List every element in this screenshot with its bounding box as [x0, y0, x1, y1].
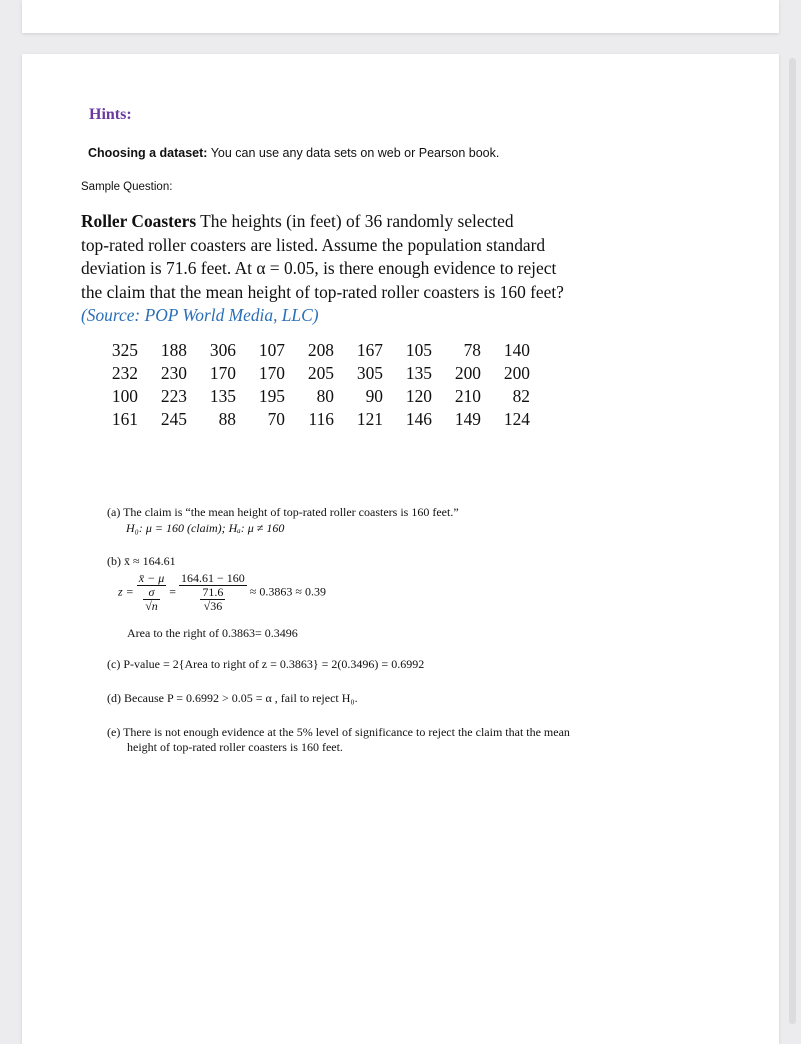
previous-page	[22, 0, 779, 33]
data-cell: 200	[454, 363, 481, 383]
data-cell: 325	[111, 340, 138, 360]
data-cell: 208	[307, 340, 334, 360]
z-formula-numerator: x̄ − μ	[138, 571, 165, 585]
data-cell: 90	[365, 386, 383, 406]
sigma-over-root-n	[143, 586, 160, 613]
data-cell: 82	[512, 386, 530, 406]
question-line-4: the claim that the mean height of top-rated roller coasters is 160 feet?	[81, 281, 564, 302]
data-cell: 232	[111, 363, 138, 383]
data-cell: 121	[356, 409, 383, 429]
question-heading: Roller Coasters	[81, 211, 197, 231]
data-cell: 107	[258, 340, 285, 360]
question-source: (Source: POP World Media, LLC)	[81, 305, 319, 325]
data-cell: 195	[258, 386, 285, 406]
sigma-value-over-root-36	[200, 586, 225, 613]
equals-sign: =	[169, 584, 177, 599]
z-result: ≈ 0.3863 ≈ 0.39	[249, 584, 326, 599]
z-formula-denominator	[137, 586, 166, 613]
data-cell: 200	[503, 363, 530, 383]
z-value-denominator	[179, 586, 247, 613]
data-row	[105, 363, 530, 386]
data-cell: 210	[454, 386, 481, 406]
data-cell: 88	[218, 409, 236, 429]
document-page	[22, 54, 779, 1044]
question-line-1: The heights (in feet) of 36 randomly selected	[196, 211, 514, 231]
z-label: z =	[118, 584, 134, 599]
answer-b-area: Area to the right of 0.3863= 0.3496	[127, 626, 298, 640]
data-cell: 167	[356, 340, 383, 360]
question-line-3: deviation is 71.6 feet. At α = 0.05, is there enough evidence to reject	[81, 258, 557, 278]
data-cell: 146	[405, 409, 432, 429]
answer-c: (c) P-value = 2{Area to right of z = 0.3863} = 2(0.3496) = 0.6992	[107, 657, 425, 671]
data-cell: 135	[209, 386, 236, 406]
z-value-numerator: 164.61 − 160	[181, 571, 245, 585]
choosing-dataset-text: You can use any data sets on web or Pearson book.	[207, 146, 500, 160]
sample-question-label: Sample Question:	[81, 181, 173, 193]
data-cell: 306	[209, 340, 236, 360]
data-row	[105, 409, 530, 432]
data-cell: 305	[356, 363, 383, 383]
data-cell: 230	[160, 363, 187, 383]
answer-e-line-1: (e) There is not enough evidence at the 5% level of significance to reject the claim that the mean	[107, 725, 570, 739]
data-cell: 223	[160, 386, 187, 406]
data-cell: 105	[405, 340, 432, 360]
data-cell: 170	[258, 363, 285, 383]
scrollbar[interactable]	[789, 58, 796, 1024]
answer-a-line-1: (a) The claim is “the mean height of top-rated roller coasters is 160 feet.”	[107, 505, 459, 519]
answer-e-line-2: height of top-rated roller coasters is 160 feet.	[127, 740, 343, 754]
question-paragraph	[81, 210, 681, 328]
answer-b-mean: (b) x̄ ≈ 164.61	[107, 554, 176, 568]
data-cell: 140	[503, 340, 530, 360]
z-formula	[118, 572, 326, 613]
data-cell: 170	[209, 363, 236, 383]
answer-d: (d) Because P = 0.6992 > 0.05 = α , fail to reject H₀.	[107, 691, 358, 705]
sigma: σ	[143, 586, 160, 600]
data-cell: 188	[160, 340, 187, 360]
z-formula-fraction	[137, 572, 166, 613]
choosing-dataset-label: Choosing a dataset:	[88, 146, 208, 160]
data-cell: 100	[111, 386, 138, 406]
data-cell: 78	[463, 340, 481, 360]
answer-a-hypotheses: H₀: μ = 160 (claim); Hₐ: μ ≠ 160	[126, 521, 285, 535]
data-cell: 135	[405, 363, 432, 383]
data-cell: 149	[454, 409, 481, 429]
root-n: √n	[145, 599, 158, 613]
data-cell: 205	[307, 363, 334, 383]
data-cell: 116	[308, 409, 334, 429]
data-row	[105, 386, 530, 409]
question-line-2: top-rated roller coasters are listed. Assume the population standard	[81, 234, 546, 255]
data-cell: 80	[316, 386, 334, 406]
sigma-value: 71.6	[202, 585, 224, 599]
data-row	[105, 340, 530, 363]
data-table	[105, 340, 530, 432]
hints-heading: Hints:	[89, 106, 132, 123]
z-value-fraction	[179, 572, 247, 613]
data-cell: 120	[405, 386, 432, 406]
data-cell: 161	[111, 409, 138, 429]
data-cell: 245	[160, 409, 187, 429]
root-36: √36	[203, 599, 223, 613]
choosing-dataset-line	[88, 146, 499, 160]
data-cell: 70	[267, 409, 285, 429]
data-cell: 124	[503, 409, 530, 429]
